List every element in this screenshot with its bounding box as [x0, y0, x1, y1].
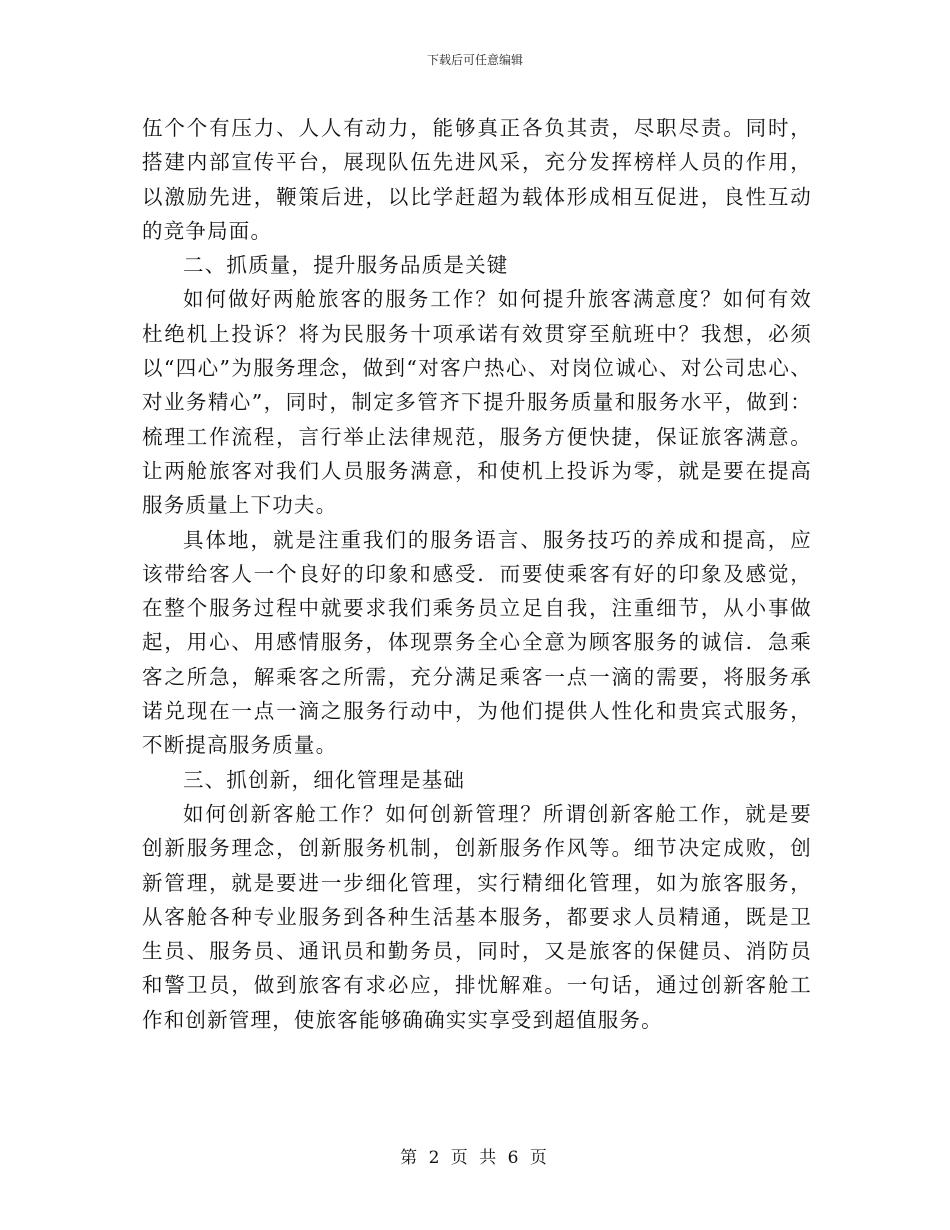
paragraph-quality-service: 如何做好两舱旅客的服务工作？如何提升旅客满意度？如何有效杜绝机上投诉？将为民服务十项承诺有效贯穿至航班中？我想，必须以“四心”为服务理念，做到“对客户热心、对岗位诚心、对公司忠心、对业务精心”，同时，制定多管齐下提升服务质量和服务水平，做到：梳理工作流程，言行举止法律规范，服务方便快捷，保证旅客满意。让两舱旅客对我们人员服务满意，和使机上投诉为零，就是要在提高服务质量上下功夫。 — [142, 287, 812, 518]
paragraph-continuation: 伍个个有压力、人人有动力，能够真正各负其责，尽职尽责。同时，搭建内部宣传平台，展现队伍先进风采，充分发挥榜样人员的作用，以激励先进，鞭策后进，以比学赶超为载体形成相互促进，良性互动的竞争局面。 — [142, 116, 812, 243]
paragraph-innovation: 如何创新客舱工作？如何创新管理？所谓创新客舱工作，就是要创新服务理念，创新服务机制，创新服务作风等。细节决定成败，创新管理，就是要进一步细化管理，实行精细化管理，如为旅客服务，从客舱各种专业服务到各种生活基本服务，都要求人员精通，既是卫生员、服务员、通讯员和勤务员，同时，又是旅客的保健员、消防员和警卫员，做到旅客有求必应，排忧解难。一句话，通过创新客舱工作和创新管理，使旅客能够确确实实享受到超值服务。 — [142, 801, 812, 1032]
document-body — [142, 111, 812, 1037]
page-header: 下载后可任意编辑 — [426, 53, 523, 67]
section-heading-innovation: 三、抓创新，细化管理是基础 — [183, 767, 466, 792]
section-heading-quality: 二、抓质量，提升服务品质是关键 — [183, 253, 509, 278]
paragraph-service-details: 具体地，就是注重我们的服务语言、服务技巧的养成和提高，应该带给客人一个良好的印象和感受．而要使乘客有好的印象及感觉，在整个服务过程中就要求我们乘务员立足自我，注重细节，从小事做起，用心、用感情服务，体现票务全心全意为顾客服务的诚信．急乘客之所急，解乘客之所需，充分满足乘客一点一滴的需要，将服务承诺兑现在一点一滴之服务行动中，为他们提供人性化和贵宾式服务，不断提高服务质量。 — [142, 527, 812, 758]
page-number: 第 2 页 共 6 页 — [400, 1148, 550, 1168]
